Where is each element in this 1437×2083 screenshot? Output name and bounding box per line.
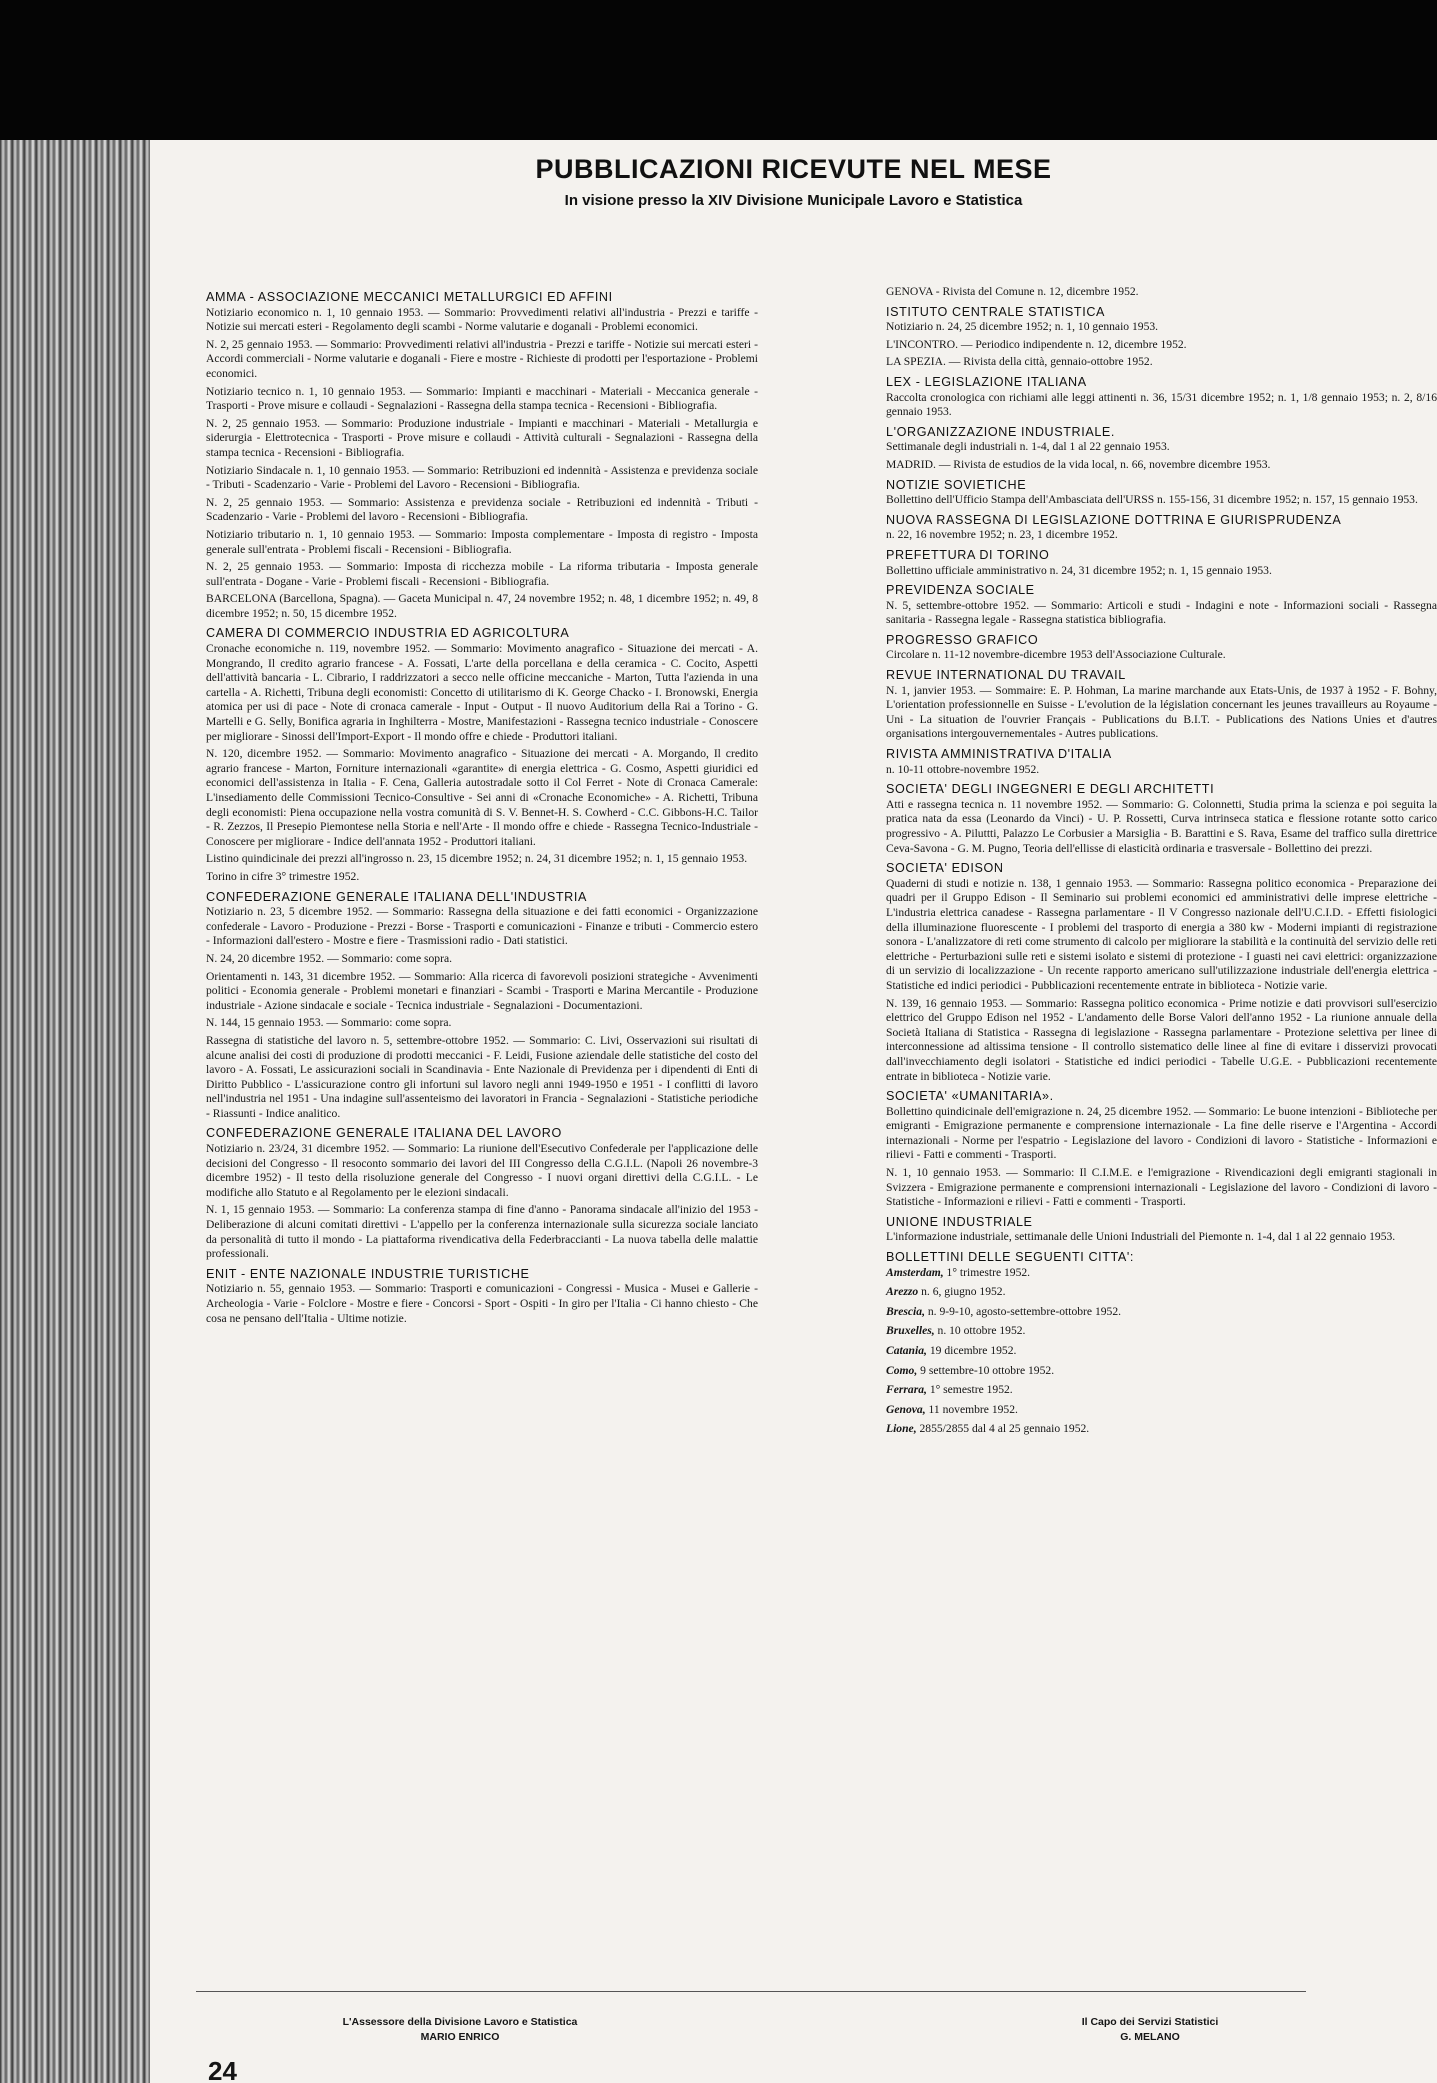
bulletin-item (886, 1344, 1437, 1359)
publisher-heading: UNIONE INDUSTRIALE (886, 1214, 1033, 1229)
book-spine-edges (0, 140, 150, 2083)
bulletin-item (886, 1324, 1437, 1339)
publication-entry: N. 2, 25 gennaio 1953. — Sommario: Produzione industriale - Impianti e macchinari - Materiali - Metallurgia e siderurgia - Elettrotecnica - Trasporti - Prove misure e collaudi - Attività culturali - Segnalazioni - Rassegna della stampa tecnica - Recensioni - Bibliografia. (206, 416, 758, 459)
publication-entry: BARCELONA (Barcellona, Spagna). — Gaceta Municipal n. 47, 24 novembre 1952; n. 48, 1 dicembre 1952; n. 49, 8 dicembre 1952; n. 50, 15 dicembre 1952. (206, 592, 758, 620)
publication-entry: Listino quindicinale dei prezzi all'ingrosso n. 23, 15 dicembre 1952; n. 24, 31 dicembre 1952; n. 1, 15 gennaio 1953. (206, 852, 748, 866)
bulletin-detail: 1° semestre 1952. (926, 1383, 1013, 1397)
publication-entry: Bollettino quindicinale dell'emigrazione n. 24, 25 dicembre 1952. — Sommario: Le buone intenzioni - Biblioteche per emigranti - Emigrazione permanente e comprensione internazionale - La fine delle riserve e l'Argentina - Accordi internazionali - Norme per l'espatrio - Legislazione del lavoro - Condizioni di lavoro - Statistiche - Informazioni e rilievi - Fatti e commenti - Trasporti. (886, 1104, 1437, 1162)
bulletin-city: Catania, (886, 1344, 927, 1357)
left-column (206, 285, 758, 1329)
publication-entry: Circolare n. 11-12 novembre-dicembre 1953 dell'Associazione Culturale. (886, 648, 1226, 662)
publisher-section (886, 1215, 1437, 1245)
bulletin-city: Bruxelles, (886, 1324, 935, 1338)
publisher-section (886, 747, 1437, 777)
publication-entry: Bollettino dell'Ufficio Stampa dell'Ambasciata dell'URSS n. 155-156, 31 dicembre 1952; n. 157, 15 gennaio 1953. (886, 493, 1418, 507)
publisher-section (886, 513, 1437, 543)
page-number: 24 (208, 2056, 237, 2083)
publisher-section (886, 548, 1437, 578)
signature-left-name: MARIO ENRICO (420, 2031, 500, 2043)
bulletin-detail: n. 10 ottobre 1952. (934, 1324, 1026, 1338)
bulletin-detail: 1° trimestre 1952. (943, 1265, 1031, 1279)
publication-entry: GENOVA - Rivista del Comune n. 12, dicembre 1952. (886, 285, 1139, 298)
publisher-heading: CONFEDERAZIONE GENERALE ITALIANA DEL LAVORO (206, 1126, 562, 1141)
publication-entry: Rassegna di statistiche del lavoro n. 5, settembre-ottobre 1952. — Sommario: C. Livi, Osservazioni sui risultati di alcune analisi dei costi di produzione di prodotti meccanici - F. Leidi, Fusione aziendale delle statistiche del costo del lavoro - A. Fossati, Le assicurazioni sociali in Scandinavia - Ente Nazionale di Previdenza per i dipendenti di Enti di Diritto Pubblico - L'assicurazione contro gli infortuni sul lavoro negli anni 1949-1950 e 1951 - I conflitti di lavoro nell'industria nel 1951 - Una indagine sull'assenteismo dei lavoratori in Francia - Segnalazioni - Statistiche periodiche - Riassunti - Indice analitico. (206, 1033, 758, 1120)
signature-right-title: Il Capo dei Servizi Statistici (1081, 2016, 1219, 2028)
scan-top-band (0, 0, 1437, 140)
publisher-heading: CAMERA DI COMMERCIO INDUSTRIA ED AGRICOLTURA (206, 626, 570, 641)
publisher-section (886, 305, 1437, 370)
publication-entry: N. 139, 16 gennaio 1953. — Sommario: Rassegna politico economica - Prime notizie e dati provvisori sull'esercizio elettrico del Gruppo Edison nel 1952 - L'andamento delle Borse Valori dell'anno 1952 - La riunione annuale della Società Italiana di Statistica - Rassegna di legislazione - Rassegna parlamentare - Protezione selettiva per linee di interconnessione ad altissima tensione - Il controllo sistematico delle linee al fine di evitare i disservizi provocati dall'invecchiamento degli isolatori - Statistiche ed indici periodici - Tabelle U.G.E. - Pubblicazioni recentemente entrate in biblioteca - Notizie varie. (886, 996, 1437, 1083)
publication-entry: Notiziario Sindacale n. 1, 10 gennaio 1953. — Sommario: Retribuzioni ed indennità - Assistenza e previdenza sociale - Tributi - Scadenzario - Varie - Problemi del Lavoro - Recensioni - Bibliografia. (206, 463, 758, 492)
bulletin-city: Como, (886, 1363, 918, 1377)
publisher-heading: PREFETTURA DI TORINO (886, 547, 1050, 562)
publication-entry: Orientamenti n. 143, 31 dicembre 1952. — Sommario: Alla ricerca di favorevoli posizioni strategiche - Avvenimenti politici - Economia generale - Problemi monetari e finanziari - Scambi - Trasporti e Marina Mercantile - Produzione industriale - Azione sindacale e sociale - Tecnica industriale - Segnalazioni - Documentazioni. (206, 969, 758, 1012)
publisher-section (886, 583, 1437, 628)
publication-entry: N. 2, 25 gennaio 1953. — Sommario: Provvedimenti relativi all'industria - Prezzi e tariffe - Notizie sui mercati esteri - Accordi commerciali - Norme valutarie e doganali - Fiere e mostre - Richieste di prodotti per l'esportazione - Problemi economici. (206, 337, 758, 380)
signature-right (1020, 2015, 1280, 2045)
publisher-section (886, 633, 1437, 663)
publisher-section (886, 375, 1437, 420)
publication-entry: N. 2, 25 gennaio 1953. — Sommario: Imposta di ricchezza mobile - La riforma tributaria - Imposta generale sull'entrata - Dogane - Varie - Problemi fiscali - Recensioni - Bibliografia. (206, 560, 758, 588)
publication-entry: L'informazione industriale, settimanale delle Unioni Industriali del Piemonte n. 1-4, dal 1 al 22 gennaio 1953. (886, 1230, 1396, 1244)
publication-entry: N. 1, 15 gennaio 1953. — Sommario: La conferenza stampa di fine d'anno - Panorama sindacale all'inizio del 1953 - Deliberazione di alcuni comitati direttivi - L'appello per la conferenza internazionale sulla sicurezza sociale lanciato da personalità di tutto il mondo - La piattaforma rivendicativa della Federbraccianti - La nuova tabella delle malattie professionali. (206, 1203, 758, 1261)
signature-left-title: L'Assessore della Divisione Lavoro e Statistica (342, 2016, 578, 2028)
publisher-section (886, 668, 1437, 742)
footer-rule (196, 1991, 1306, 1992)
bulletins-section (886, 1250, 1437, 1437)
bulletin-item (886, 1266, 1437, 1281)
publisher-section (206, 592, 758, 621)
publication-entry: Notiziario n. 23/24, 31 dicembre 1952. — Sommario: La riunione dell'Esecutivo Confederale per l'applicazione delle decisioni del Congresso - Il resoconto sommario dei lavori del III Congresso della C.G.I.L. (Napoli 26 novembre-3 dicembre 1952) - Il testo della risoluzione generale del Congresso - I nuovi organi direttivi della C.G.I.L. - Le modifiche allo Statuto e al Regolamento per le elezioni sindacali. (206, 1142, 758, 1199)
signature-left (280, 2015, 640, 2045)
bulletin-detail: n. 6, giugno 1952. (918, 1285, 1006, 1299)
bulletin-detail: 19 dicembre 1952. (926, 1344, 1017, 1357)
publisher-heading: PREVIDENZA SOCIALE (886, 583, 1035, 598)
publication-entry: Notiziario n. 23, 5 dicembre 1952. — Sommario: Rassegna della situazione e dei fatti economici - Organizzazione confederale - Lavoro - Produzione - Prezzi - Borse - Trasporti e comunicazioni - Finanze e tributi - Commercio estero - Informazioni dall'estero - Mostre e fiere - Trasmissioni radio - Dati statistici. (206, 905, 758, 948)
publisher-heading: CONFEDERAZIONE GENERALE ITALIANA DELL'INDUSTRIA (206, 889, 587, 904)
publisher-heading: AMMA - ASSOCIAZIONE MECCANICI METALLURGICI ED AFFINI (206, 290, 613, 304)
bulletin-city: Lione, (886, 1422, 917, 1436)
publisher-heading: PROGRESSO GRAFICO (886, 632, 1039, 647)
publisher-section (206, 1267, 758, 1326)
publisher-section (886, 285, 1437, 300)
publisher-section (206, 1126, 758, 1261)
publisher-heading: LEX - LEGISLAZIONE ITALIANA (886, 374, 1087, 389)
bulletin-item (886, 1305, 1437, 1320)
page-subtitle: In visione presso la XIV Divisione Municipale Lavoro e Statistica (564, 192, 1023, 209)
bulletin-item (886, 1364, 1437, 1379)
publication-entry: Cronache economiche n. 119, novembre 1952. — Sommario: Movimento anagrafico - Situazione dei mercati - A. Mongrando, Il credito agrario francese - A. Fossati, L'arte della porcellana e della ceramica - C. Cocito, Aspetti dell'attività bancaria - L. Cibrario, I raddrizzatori a secco nelle officine meccaniche - Marton, Tutta l'azienda in una cartella - A. Richetti, Tribuna degli economisti: Concetto di utilitarismo di K. George Chacko - I. Bronowski, Energia atomica per usi di pace - Note di cronaca camerale - Input - Output - Il nuovo Auditorium della Rai a Torino - G. Martelli e G. Selly, Bonifica agraria in Inghilterra - Mostre, Manifestazioni - Rassegna tecnico industriale - Conoscere per migliorare - Sinossi dell'Import-Export - Il mondo offre e chiede - Produttori italiani. (206, 642, 758, 743)
publisher-heading: ISTITUTO CENTRALE STATISTICA (886, 304, 1106, 319)
publication-entry: n. 10-11 ottobre-novembre 1952. (886, 762, 1040, 776)
publication-entry: Notiziario n. 24, 25 dicembre 1952; n. 1, 10 gennaio 1953. (886, 320, 1159, 334)
bulletin-item (886, 1403, 1437, 1418)
bulletin-city: Amsterdam, (886, 1265, 944, 1279)
publication-entry: N. 120, dicembre 1952. — Sommario: Movimento anagrafico - Situazione dei mercati - A. Morgando, Il credito agrario francese - Marton, Forniture internazionali «garantite» di energia elettrica - G. Cosmo, Aspetti giuridici ed economici dell'assistenza in Italia - F. Cena, Galleria autostradale sotto il Col Ferret - Note di Cronaca Camerale: L'insediamento delle Commissioni Tecnico-Consultive - Sei anni di «Cronache Economiche» - A. Richetti, Tribuna degli economisti: Piena occupazione nella vostra comunità di S. V. Bennet-H. S. Cowherd - C.C. Gibbons-H.C. Tailor - R. Zezzos, Il Presepio Piemontese nella Storia e nell'Arte - Il mondo offre e chiede - Rassegna Tecnico-Industriale - Conoscere per migliorare - Indice dell'annata 1952 - Produttori italiani. (206, 747, 758, 848)
publisher-section (206, 890, 758, 1122)
publication-entry: LA SPEZIA. — Rivista della città, gennaio-ottobre 1952. (886, 355, 1153, 369)
publication-entry: L'INCONTRO. — Periodico indipendente n. 12, dicembre 1952. (886, 337, 1187, 351)
publisher-section (886, 478, 1437, 508)
publication-entry: Notiziario n. 55, gennaio 1953. — Sommario: Trasporti e comunicazioni - Congressi - Musica - Musei e Gallerie - Archeologia - Varie - Folclore - Mostre e fiere - Concorsi - Sport - Ospiti - In giro per l'Italia - Ci hanno chiesto - Che cosa ne pensano dell'Italia - Ultime notizie. (206, 1282, 758, 1325)
publication-entry: N. 2, 25 gennaio 1953. — Sommario: Assistenza e previdenza sociale - Retribuzioni ed indennità - Tributi - Scadenzario - Varie - Problemi del lavoro - Recensioni - Bibliografia. (206, 495, 758, 524)
publisher-section (886, 425, 1437, 473)
bulletin-city: Arezzo (886, 1285, 919, 1299)
publication-entry: Notiziario economico n. 1, 10 gennaio 1953. — Sommario: Provvedimenti relativi all'industria - Prezzi e tariffe - Notizie sui mercati esteri - Regolamento degli scambi - Norme valutarie e doganali - Problemi economici. (206, 305, 758, 334)
publication-entry: N. 1, 10 gennaio 1953. — Sommario: Il C.I.M.E. e l'emigrazione - Rivendicazioni degli emigranti stagionali in Svizzera - Emigrazione permanente e comprensioni internazionali - Legislazione del lavoro - Condizioni di lavoro - Statistiche - Informazioni e rilievi - Fatti e commenti - Trasporti. (886, 1166, 1437, 1209)
publication-entry: Settimanale degli industriali n. 1-4, dal 1 al 22 gennaio 1953. (886, 440, 1170, 454)
publisher-section (886, 782, 1437, 856)
publisher-section (206, 290, 758, 589)
publication-entry: Raccolta cronologica con richiami alle leggi attinenti n. 36, 15/31 dicembre 1952; n. 1, 1/8 gennaio 1953; n. 2, 8/16 gennaio 1953. (886, 390, 1437, 419)
publication-entry: N. 24, 20 dicembre 1952. — Sommario: come sopra. (206, 951, 452, 965)
publisher-heading: SOCIETA' DEGLI INGEGNERI E DEGLI ARCHITETTI (886, 782, 1215, 797)
publication-entry: Torino in cifre 3° trimestre 1952. (206, 869, 360, 883)
publication-entry: Quaderni di studi e notizie n. 138, 1 gennaio 1953. — Sommario: Rassegna politico economica - Preparazione dei quadri per il Gruppo Edison - Il Seminario sui problemi economici ed amministrativi delle imprese elettriche - L'industria elettrica canadese - Rassegna parlamentare - Il V Congresso nazionale dell'U.C.I.D. - Effetti fisiologici della illuminazione fluorescente - I problemi del trasporto di energia a 380 kw - Moderni impianti di registrazione sonora - L'analizzatore di reti come strumento di calcolo per migliorare la stabilità e la continuità del servizio delle reti elettriche - Perturbazioni sulle reti e sistemi isolato e sistemi di protezione - I guasti nei cavi elettrici: organizzazione di un servizio di localizzazione - Un recente rapporto americano sull'utilizzazione industriale dell'energia elettrica - Statistiche ed indici periodici - Pubblicazioni recentemente entrate in biblioteca - Notizie varie. (886, 876, 1437, 992)
bulletin-detail: n. 9-9-10, agosto-settembre-ottobre 1952. (924, 1304, 1122, 1318)
publication-entry: Atti e rassegna tecnica n. 11 novembre 1952. — Sommario: G. Colonnetti, Studia prima la scienza e poi seguita la pratica nata da essa (Leonardo da Vinci) - U. P. Rossetti, Curva intrinseca statica e flessione rotante sotto carico progressivo - A. Piluttti, Palazzo Le Corbusier a Marsiglia - B. Barattini e S. Rava, Esame del traffico sulla direttrice Ceva-Savona - G. M. Pugno, Teoria dell'ellisse di elasticità ordinaria e trasversale - Bollettino dei prezzi. (886, 797, 1437, 855)
publisher-heading: NOTIZIE SOVIETICHE (886, 477, 1027, 492)
publisher-heading: L'ORGANIZZAZIONE INDUSTRIALE. (886, 424, 1116, 439)
publication-entry: Notiziario tecnico n. 1, 10 gennaio 1953. — Sommario: Impianti e macchinari - Materiali - Meccanica generale - Trasporti - Prove misure e collaudi - Segnalazioni - Rassegna della stampa tecnica - Recensioni - Bibliografia. (206, 384, 758, 413)
publication-entry: N. 144, 15 gennaio 1953. — Sommario: come sopra. (206, 1016, 452, 1030)
bulletin-item (886, 1422, 1437, 1437)
publication-entry: MADRID. — Rivista de estudios de la vida local, n. 66, novembre dicembre 1953. (886, 457, 1271, 471)
publisher-heading: ENIT - ENTE NAZIONALE INDUSTRIE TURISTICHE (206, 1266, 530, 1281)
publisher-section (886, 861, 1437, 1084)
bulletin-detail: 9 settembre-10 ottobre 1952. (917, 1363, 1055, 1377)
bulletin-item (886, 1285, 1437, 1300)
bulletin-city: Ferrara, (886, 1383, 927, 1397)
page-title: PUBBLICAZIONI RICEVUTE NEL MESE (535, 154, 1052, 184)
publication-entry: Notiziario tributario n. 1, 10 gennaio 1953. — Sommario: Imposta complementare - Imposta di registro - Imposta generale sull'entrata - Problemi fiscali - Recensioni - Bibliografia. (206, 527, 758, 556)
publisher-section (886, 1089, 1437, 1210)
publisher-heading: RIVISTA AMMINISTRATIVA D'ITALIA (886, 747, 1112, 762)
publisher-section (206, 626, 758, 884)
publisher-heading: SOCIETA' EDISON (886, 861, 1004, 876)
document-page (150, 140, 1437, 2083)
right-column (886, 285, 1437, 1442)
publication-entry: N. 5, settembre-ottobre 1952. — Sommario: Articoli e studi - Indagini e note - Informazioni sociali - Rassegna sanitaria - Rassegna legale - Rassegna statistica bibliografia. (886, 598, 1437, 627)
publication-entry: n. 22, 16 novembre 1952; n. 23, 1 dicembre 1952. (886, 528, 1118, 542)
bulletin-detail: 11 novembre 1952. (925, 1402, 1018, 1416)
bulletins-heading: BOLLETTINI DELLE SEGUENTI CITTA': (886, 1250, 1135, 1265)
publication-entry: Bollettino ufficiale amministrativo n. 24, 31 dicembre 1952; n. 1, 15 gennaio 1953. (886, 563, 1272, 577)
bulletin-city: Brescia, (886, 1304, 925, 1318)
bulletin-detail: 2855/2855 dal 4 al 25 gennaio 1952. (916, 1422, 1090, 1436)
publisher-heading: REVUE INTERNATIONAL DU TRAVAIL (886, 668, 1126, 683)
publisher-heading: SOCIETA' «UMANITARIA». (886, 1089, 1054, 1104)
bulletin-item (886, 1383, 1437, 1398)
signature-right-name: G. MELANO (1120, 2031, 1180, 2043)
bulletin-city: Genova, (886, 1402, 926, 1416)
publisher-heading: NUOVA RASSEGNA DI LEGISLAZIONE DOTTRINA E GIURISPRUDENZA (886, 512, 1342, 527)
publication-entry: N. 1, janvier 1953. — Sommaire: E. P. Hohman, La marine marchande aux Etats-Unis, de 1937 à 1952 - F. Bohny, L'orientation professionnelle en Suisse - L'evolution de la législation concernant les jeunes travailleurs au Royaume - Uni - La situation de l'ouvrier Français - Publications du B.I.T. - Publications des Nations Unies et d'autres organisations intergouvernementales - Autres publications. (886, 683, 1437, 741)
